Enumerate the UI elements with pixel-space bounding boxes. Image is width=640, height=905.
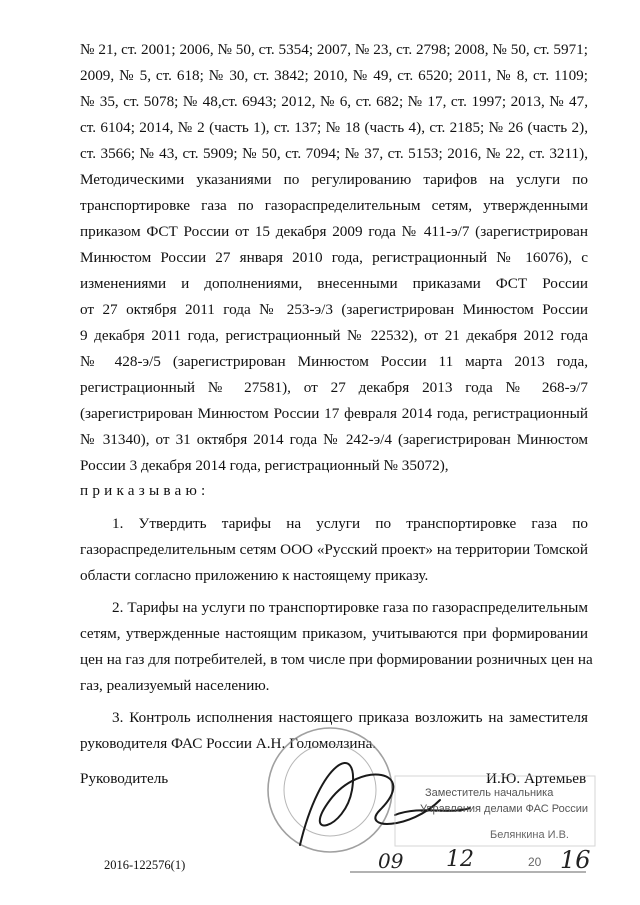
- text-line: Минюстом России 27 января 2010 года, регистрационный № 16076), с: [80, 249, 588, 266]
- text-line: регистрационный № 27581), от 27 декабря 2013 года № 268-э/7: [80, 379, 588, 396]
- text-line: изменениями и дополнениями, внесенными приказами ФСТ России: [80, 275, 588, 292]
- clause-line: газ, реализуемый населению.: [80, 677, 270, 694]
- clause-3-line-1: 3. Контроль исполнения настоящего приказа возложить на заместителя: [112, 709, 588, 726]
- signature-position: Руководитель: [80, 770, 169, 787]
- document-code: 2016-122576(1): [104, 858, 186, 872]
- clause-line: цен на газ для потребителей, в том числе при формировании розничных цен на: [80, 651, 593, 668]
- text-line: России 3 декабря 2014 года, регистрационный № 35072),: [80, 457, 449, 474]
- handwritten-signature-icon: [300, 763, 470, 845]
- clause-line: 2. Тарифы на услуги по транспортировке газа по газораспределительным: [112, 599, 588, 616]
- stamp-line-2: Управления делами ФАС России: [420, 803, 588, 815]
- text-line: Методическими указаниями по регулированию тарифов на услуги по: [80, 171, 588, 188]
- text-line: приказом ФСТ России от 15 декабря 2009 года № 411-э/7 (зарегистрирован: [80, 223, 588, 240]
- text-line: № 428-э/5 (зарегистрирован Минюстом России 11 марта 2013 года,: [80, 353, 588, 370]
- round-stamp-inner-icon: [284, 744, 376, 836]
- text-line: № 21, ст. 2001; 2006, № 50, ст. 5354; 2007, № 23, ст. 2798; 2008, № 50, ст. 5971;: [80, 41, 588, 58]
- text-line: от 27 октября 2011 года № 253-э/3 (зарегистрирован Минюстом России: [80, 301, 588, 318]
- text-line: 2009, № 5, ст. 618; № 30, ст. 3842; 2010, № 49, ст. 6520; 2011, № 8, ст. 1109;: [80, 67, 588, 84]
- text-line: транспортировке газа по газораспределительным сетям, утвержденными: [80, 197, 588, 214]
- order-word: приказываю:: [80, 482, 210, 499]
- date-year-prefix: 20: [528, 855, 542, 869]
- text-line: ст. 3566; № 43, ст. 5909; № 50, ст. 7094; № 37, ст. 5153; 2016, № 22, ст. 3211),: [80, 145, 588, 162]
- handwritten-year-suffix: 16: [560, 846, 591, 874]
- signature-name: И.Ю. Артемьев: [486, 770, 587, 787]
- clause-line: газораспределительным сетям ООО «Русский проект» на территории Томской: [80, 541, 588, 558]
- text-line: ст. 6104; 2014, № 2 (часть 1), ст. 137; № 18 (часть 4), ст. 2185; № 26 (часть 2),: [80, 119, 588, 136]
- handwritten-day: 09: [378, 849, 404, 873]
- stamp-line-1: Заместитель начальника: [425, 787, 554, 799]
- clause-line: области согласно приложению к настоящему приказу.: [80, 567, 429, 584]
- clause-line: сетям, утвержденные настоящим приказом, учитываются при формировании: [80, 625, 588, 642]
- text-line: № 31340), от 31 октября 2014 года № 242-э/4 (зарегистрирован Минюстом: [80, 431, 588, 448]
- handwritten-month: 12: [446, 847, 474, 872]
- clause-3-line-2: руководителя ФАС России А.Н. Голомолзина.: [80, 735, 377, 752]
- clause-line: 1. Утвердить тарифы на услуги по транспортировке газа по: [112, 515, 588, 532]
- text-line: № 35, ст. 5078; № 48,ст. 6943; 2012, № 6, ст. 682; № 17, ст. 1997; 2013, № 47,: [80, 93, 588, 110]
- stamp-line-3: Белянкина И.В.: [490, 829, 569, 841]
- text-line: (зарегистрирован Минюстом России 17 февраля 2014 года, регистрационный: [80, 405, 588, 422]
- text-line: 9 декабря 2011 года, регистрационный № 22532), от 21 декабря 2012 года: [80, 327, 588, 344]
